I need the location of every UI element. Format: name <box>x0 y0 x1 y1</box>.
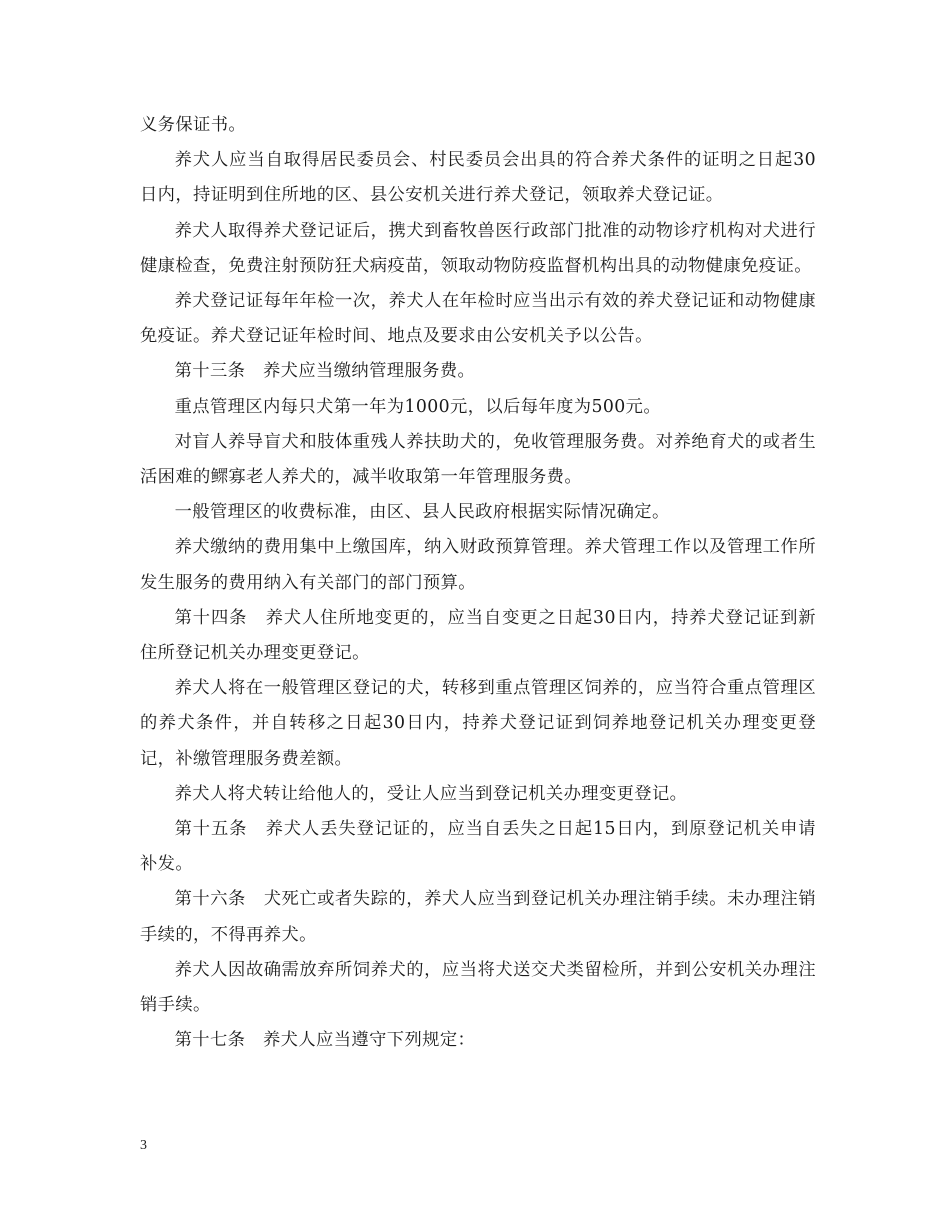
paragraph-fee-amount: 重点管理区内每只犬第一年为1000元，以后每年度为500元。 <box>174 396 662 417</box>
article-16-paragraph: 第十六条 犬死亡或者失踪的，养犬人应当到登记机关办理注销手续。未办理注销手续的，不得再养犬。 <box>140 889 816 945</box>
article-13-heading: 第十三条 养犬应当缴纳管理服务费。 <box>174 361 476 382</box>
page-number: 3 <box>140 1138 147 1153</box>
paragraph-fee-exemption: 对盲人养导盲犬和肢体重残人养扶助犬的，免收管理服务费。对养绝育犬的或者生活困难的鳏寡老人养犬的，减半收取第一年管理服务费。 <box>140 431 816 488</box>
paragraph-abandonment: 养犬人因故确需放弃所饲养犬的，应当将犬送交犬类留检所，并到公安机关办理注销手续。 <box>140 959 816 1016</box>
paragraph-area-transfer: 养犬人将在一般管理区登记的犬，转移到重点管理区饲养的，应当符合重点管理区的养犬条件，并自转移之日起30日内，持养犬登记证到饲养地登记机关办理变更登记，补缴管理服务费差额。 <box>140 678 816 769</box>
article-15-paragraph: 第十五条 养犬人丢失登记证的，应当自丢失之日起15日内，到原登记机关申请补发。 <box>140 819 816 875</box>
paragraph-annual-inspection: 养犬登记证每年年检一次，养犬人在年检时应当出示有效的养犬登记证和动物健康免疫证。养犬登记证年检时间、地点及要求由公安机关予以公告。 <box>140 291 816 347</box>
document-body <box>140 108 816 1058</box>
paragraph-ownership-transfer: 养犬人将犬转让给他人的，受让人应当到登记机关办理变更登记。 <box>174 783 688 804</box>
paragraph-fee-treasury: 养犬缴纳的费用集中上缴国库，纳入财政预算管理。养犬管理工作以及管理工作所发生服务的费用纳入有关部门的部门预算。 <box>140 537 816 593</box>
paragraph-general-area-fee: 一般管理区的收费标准，由区、县人民政府根据实际情况确定。 <box>174 502 670 523</box>
article-17-heading: 第十七条 养犬人应当遵守下列规定： <box>174 1030 476 1051</box>
paragraph-registration: 养犬人应当自取得居民委员会、村民委员会出具的符合养犬条件的证明之日起30日内，持证明到住所地的区、县公安机关进行养犬登记，领取养犬登记证。 <box>140 150 816 206</box>
article-14-paragraph: 第十四条 养犬人住所地变更的，应当自变更之日起30日内，持养犬登记证到新住所登记机关办理变更登记。 <box>140 607 816 664</box>
paragraph-continuation: 义务保证书。 <box>140 115 247 135</box>
paragraph-health-check: 养犬人取得养犬登记证后，携犬到畜牧兽医行政部门批准的动物诊疗机构对犬进行健康检查，免费注射预防狂犬病疫苗，领取动物防疫监督机构出具的动物健康免疫证。 <box>140 220 816 276</box>
